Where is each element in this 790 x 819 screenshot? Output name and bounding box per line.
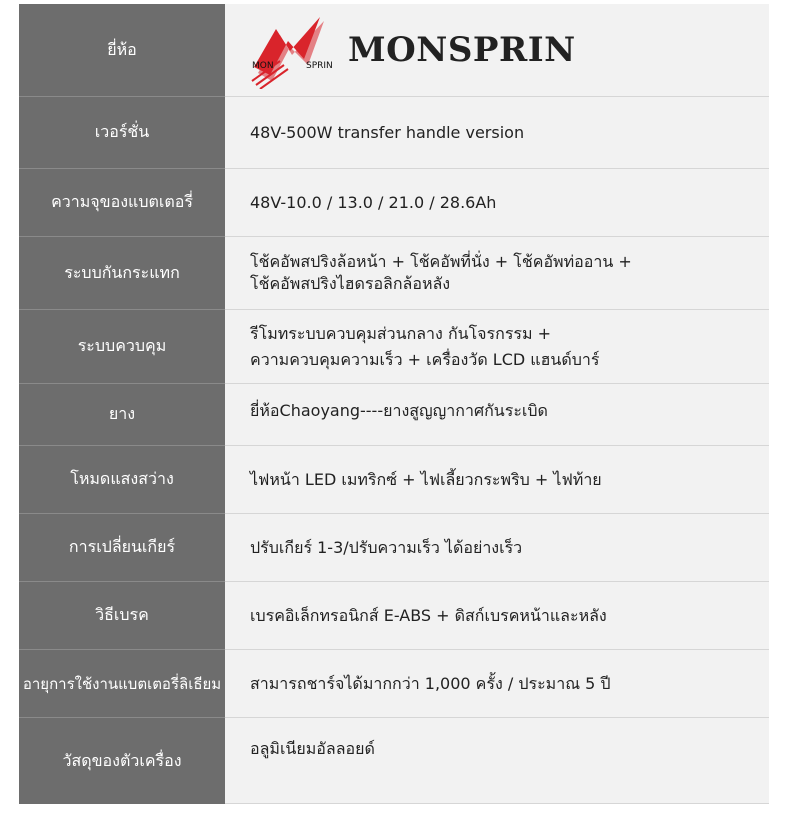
spec-row-brand [19, 4, 769, 97]
spec-value-line: ไฟหน้า LED เมทริกซ์ + ไฟเลี้ยวกระพริบ + ไฟท้าย [250, 469, 602, 489]
spec-label: ระบบกันกระแทก [19, 237, 225, 310]
spec-row-suspension [19, 237, 769, 310]
spec-value [225, 514, 769, 582]
spec-value-line: อลูมิเนียมอัลลอยด์ [250, 739, 375, 758]
spec-value-line: 48V-10.0 / 13.0 / 21.0 / 28.6Ah [250, 192, 497, 212]
spec-value-line: 48V-500W transfer handle version [250, 122, 525, 142]
brand-logo [250, 11, 576, 89]
logo-mark-left-text: MON [252, 61, 274, 71]
spec-value [225, 384, 769, 446]
spec-row-control-system [19, 310, 769, 384]
spec-value [225, 718, 769, 804]
spec-value [225, 310, 769, 384]
spec-label: วิธีเบรค [19, 582, 225, 650]
spec-row-battery-capacity [19, 169, 769, 237]
spec-value-line: โช้คอัพสปริงล้อหน้า + โช้คอัพที่นั่ง + โช้คอัพท่ออาน + [250, 252, 632, 271]
spec-table [19, 4, 769, 804]
spec-row-lighting [19, 446, 769, 514]
spec-value [225, 582, 769, 650]
spec-value-line: สามารถชาร์จได้มากกว่า 1,000 ครั้ง / ประมาณ 5 ปี [250, 673, 611, 693]
spec-label: ระบบควบคุม [19, 310, 225, 384]
brand-wordmark: MONSPRIN [348, 30, 576, 70]
spec-value-line: รีโมทระบบควบคุมส่วนกลาง กันโจรกรรม + [250, 323, 552, 343]
spec-value [225, 446, 769, 514]
spec-value-line: ปรับเกียร์ 1-3/ปรับความเร็ว ได้อย่างเร็ว [250, 537, 523, 557]
spec-value [225, 650, 769, 718]
spec-row-gear-shift [19, 514, 769, 582]
logo-mark-right-text: SPRIN [306, 61, 333, 71]
spec-value [225, 169, 769, 237]
spec-value [225, 97, 769, 169]
spec-label: เวอร์ชั่น [19, 97, 225, 169]
spec-label: วัสดุของตัวเครื่อง [19, 718, 225, 804]
spec-value [225, 4, 769, 97]
spec-value-line: โช้คอัพสปริงไฮดรอลิกล้อหลัง [250, 274, 451, 293]
spec-row-body-material [19, 718, 769, 804]
spec-label: ยาง [19, 384, 225, 446]
lightning-logo-icon [250, 11, 346, 89]
spec-row-braking [19, 582, 769, 650]
spec-value-line: ยี่ห้อChaoyang----ยางสูญญากาศกันระเบิด [250, 401, 548, 420]
spec-label: โหมดแสงสว่าง [19, 446, 225, 514]
spec-row-version [19, 97, 769, 169]
spec-row-battery-life [19, 650, 769, 718]
spec-label: ความจุของแบตเตอรี่ [19, 169, 225, 237]
spec-label: ยี่ห้อ [19, 4, 225, 97]
spec-value-line: เบรคอิเล็กทรอนิกส์ E-ABS + ดิสก์เบรคหน้าและหลัง [250, 605, 607, 625]
spec-value-line: ความควบคุมความเร็ว + เครื่องวัด LCD แฮนด์บาร์ [250, 349, 600, 369]
spec-label: การเปลี่ยนเกียร์ [19, 514, 225, 582]
spec-label: อายุการใช้งานแบตเตอรี่ลิเธียม [19, 650, 225, 718]
spec-row-tires [19, 384, 769, 446]
spec-value [225, 237, 769, 310]
